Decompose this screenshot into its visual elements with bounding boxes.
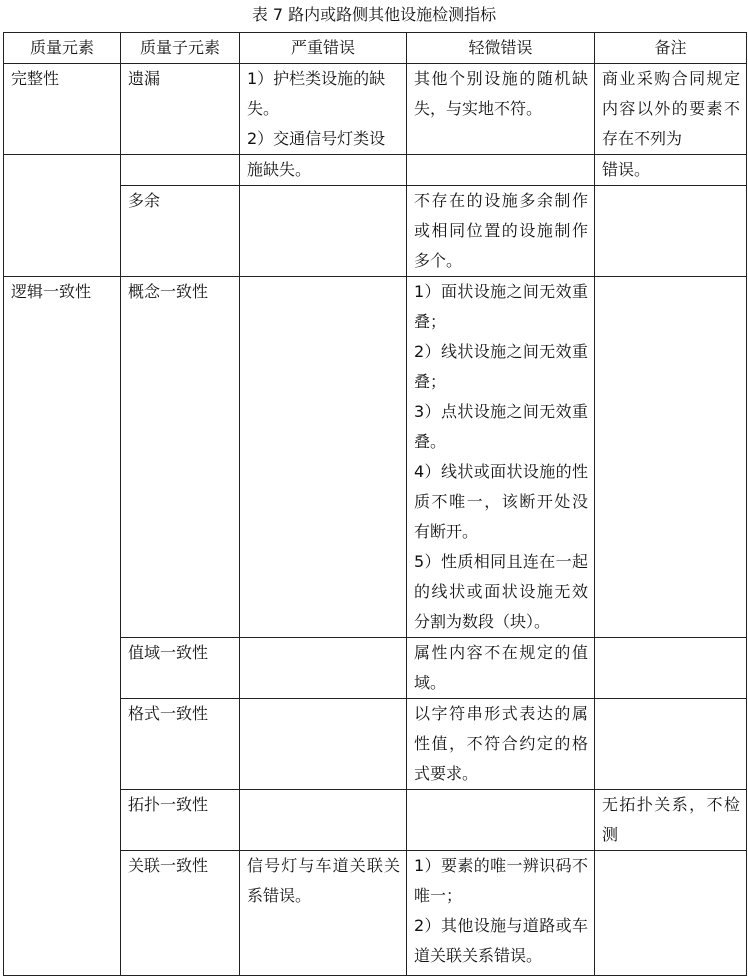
sub-element-cell xyxy=(121,155,240,186)
severe-error-cell xyxy=(240,277,407,638)
header-quality-element: 质量元素 xyxy=(4,33,121,64)
sub-element-cell: 拓扑一致性 xyxy=(121,790,240,851)
minor-error-cell xyxy=(407,851,595,976)
severe-error-cell: 信号灯与车道关联关系错误。 xyxy=(240,851,407,976)
minor-error-cell xyxy=(407,155,595,186)
severe-error-cell xyxy=(240,790,407,851)
severe-error-cell: 施缺失。 xyxy=(240,155,407,186)
header-quality-subelement: 质量子元素 xyxy=(121,33,240,64)
minor-item: 1）要素的唯一辨识码不唯一； xyxy=(414,856,588,905)
header-severe-error: 严重错误 xyxy=(240,33,407,64)
note-cell: 无拓扑关系，不检测 xyxy=(595,790,747,851)
sub-element-cell: 格式一致性 xyxy=(121,699,240,790)
minor-error-cell xyxy=(407,277,595,638)
note-cell xyxy=(595,851,747,976)
severe-item: 2）交通信号灯类设 xyxy=(247,129,386,148)
sub-element-cell: 概念一致性 xyxy=(121,277,240,638)
sub-element-cell: 多余 xyxy=(121,186,240,277)
quality-element-cell: 完整性 xyxy=(4,64,121,155)
severe-error-cell xyxy=(240,699,407,790)
header-note: 备注 xyxy=(595,33,747,64)
minor-item: 3）点状设施之间无效重叠。 xyxy=(414,402,588,451)
table-row xyxy=(4,64,747,155)
header-minor-error: 轻微错误 xyxy=(407,33,595,64)
table-row xyxy=(4,277,747,638)
quality-element-cell xyxy=(4,186,121,277)
quality-element-cell: 逻辑一致性 xyxy=(4,277,121,976)
minor-item: 2）线状设施之间无效重叠； xyxy=(414,342,588,391)
note-cell xyxy=(595,699,747,790)
sub-element-cell: 值域一致性 xyxy=(121,638,240,699)
table-caption: 表 7 路内或路侧其他设施检测指标 xyxy=(251,5,497,24)
note-cell xyxy=(595,186,747,277)
severe-error-cell xyxy=(240,638,407,699)
minor-error-cell: 不存在的设施多余制作或相同位置的设施制作多个。 xyxy=(407,186,595,277)
minor-item: 2）其他设施与道路或车道关联关系错误。 xyxy=(414,916,588,965)
note-cell: 错误。 xyxy=(595,155,747,186)
minor-error-cell: 属性内容不在规定的值域。 xyxy=(407,638,595,699)
table-header-row xyxy=(4,33,747,64)
minor-error-cell: 其他个别设施的随机缺失，与实地不符。 xyxy=(407,64,595,155)
note-cell xyxy=(595,638,747,699)
minor-error-cell: 以字符串形式表达的属性值，不符合约定的格式要求。 xyxy=(407,699,595,790)
minor-item: 4）线状或面状设施的性质不唯一，该断开处没有断开。 xyxy=(414,462,588,541)
sub-element-cell: 关联一致性 xyxy=(121,851,240,976)
table-row xyxy=(4,186,747,277)
minor-item: 5）性质相同且连在一起的线状或面状设施无效分割为数段（块）。 xyxy=(414,552,588,631)
note-cell: 商业采购合同规定内容以外的要素不存在不列为 xyxy=(595,64,747,155)
quality-element-cell xyxy=(4,155,121,186)
note-cell xyxy=(595,277,747,638)
inspection-indicator-table xyxy=(3,32,747,976)
severe-error-cell xyxy=(240,64,407,155)
minor-item: 1）面状设施之间无效重叠； xyxy=(414,282,588,331)
minor-error-cell xyxy=(407,790,595,851)
sub-element-cell: 遗漏 xyxy=(121,64,240,155)
severe-item: 1）护栏类设施的缺失。 xyxy=(247,69,386,118)
table-row xyxy=(4,155,747,186)
severe-error-cell xyxy=(240,186,407,277)
